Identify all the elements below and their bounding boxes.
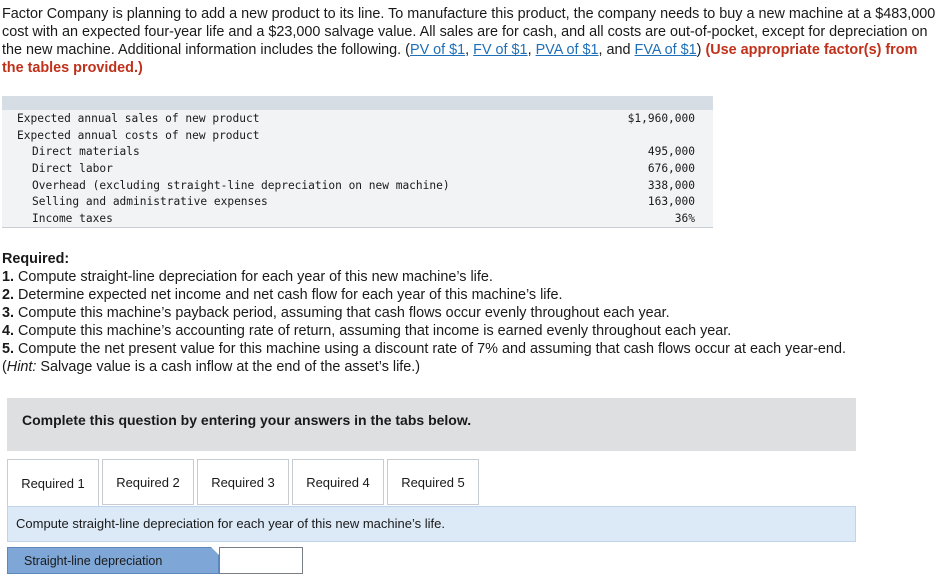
tab-panel-instructions bbox=[7, 506, 856, 542]
required-section bbox=[2, 250, 942, 376]
table-row: Expected annual costs of new product bbox=[2, 127, 713, 144]
instructions-banner bbox=[7, 398, 856, 451]
tab-required-4[interactable]: Required 4 bbox=[292, 459, 384, 505]
link-fva-of-1[interactable]: FVA of $1 bbox=[634, 42, 697, 58]
table-row: Income taxes 36% bbox=[2, 210, 713, 227]
table-row: Selling and administrative expenses 163,000 bbox=[2, 194, 713, 211]
complete-prompt: Complete this question by entering your answers in the tabs below. bbox=[22, 412, 472, 428]
product-data-table bbox=[2, 96, 713, 228]
table-row: Expected annual sales of new product $1,960,000 bbox=[2, 110, 713, 127]
required-item-1: 1. Compute straight-line depreciation for each year of this new machine’s life. bbox=[2, 269, 493, 285]
table-row: Overhead (excluding straight-line depreciation on new machine) 338,000 bbox=[2, 177, 713, 194]
depreciation-input[interactable] bbox=[219, 547, 303, 574]
required-item-3: 3. Compute this machine’s payback period, assuming that cash flows occur evenly throughout each year. bbox=[2, 305, 670, 321]
tables-note: (Use appropriate factor(s) from the tables provided.) bbox=[2, 42, 918, 76]
problem-intro: Factor Company is planning to add a new product to its line. To manufacture this product, the company needs to buy a new machine at a $483,000 cost with an expected four-year life and a $23,000 salvage value. All sales are for cash, and all costs are out-of-pocket, except for depreciation on the new machine. Additional information includes the following. (PV of $1, FV of $1, PVA of $1, and FVA of $1) (Use appropriate factor(s) from the tables provided.) bbox=[2, 6, 936, 76]
panel-text: Compute straight-line depreciation for each year of this new machine’s life. bbox=[16, 516, 445, 531]
required-title: Required: bbox=[2, 251, 70, 267]
tab-required-2[interactable]: Required 2 bbox=[102, 459, 194, 505]
required-item-2: 2. Determine expected net income and net cash flow for each year of this machine’s life. bbox=[2, 287, 563, 303]
link-pv-of-1[interactable]: PV of $1 bbox=[409, 42, 466, 58]
link-pva-of-1[interactable]: PVA of $1 bbox=[535, 42, 599, 58]
depreciation-label: Straight-line depreciation bbox=[7, 547, 219, 574]
tab-required-3[interactable]: Required 3 bbox=[197, 459, 289, 505]
table-row: Direct materials 495,000 bbox=[2, 143, 713, 160]
tab-required-5[interactable]: Required 5 bbox=[387, 459, 479, 505]
link-fv-of-1[interactable]: FV of $1 bbox=[473, 42, 528, 58]
hint: (Hint: Salvage value is a cash inflow at the end of the asset’s life.) bbox=[2, 359, 421, 375]
required-item-4: 4. Compute this machine’s accounting rate of return, assuming that income is earned evenly throughout each year. bbox=[2, 323, 732, 339]
required-item-5: 5. Compute the net present value for this machine using a discount rate of 7% and assuming that cash flows occur at each year-end. bbox=[2, 341, 846, 357]
table-row: Direct labor 676,000 bbox=[2, 160, 713, 177]
intro-text: Factor Company is planning to add a new product to its line. To manufacture this product, the company needs to buy a new machine at a $483,000 cost with an expected four-year life and a $23,000 salvage value. All sales are for cash, and all costs are out-of-pocket, except for depreciation on the new machine. Additional information includes the following. ( bbox=[2, 6, 936, 58]
tab-required-1[interactable]: Required 1 bbox=[7, 459, 99, 507]
